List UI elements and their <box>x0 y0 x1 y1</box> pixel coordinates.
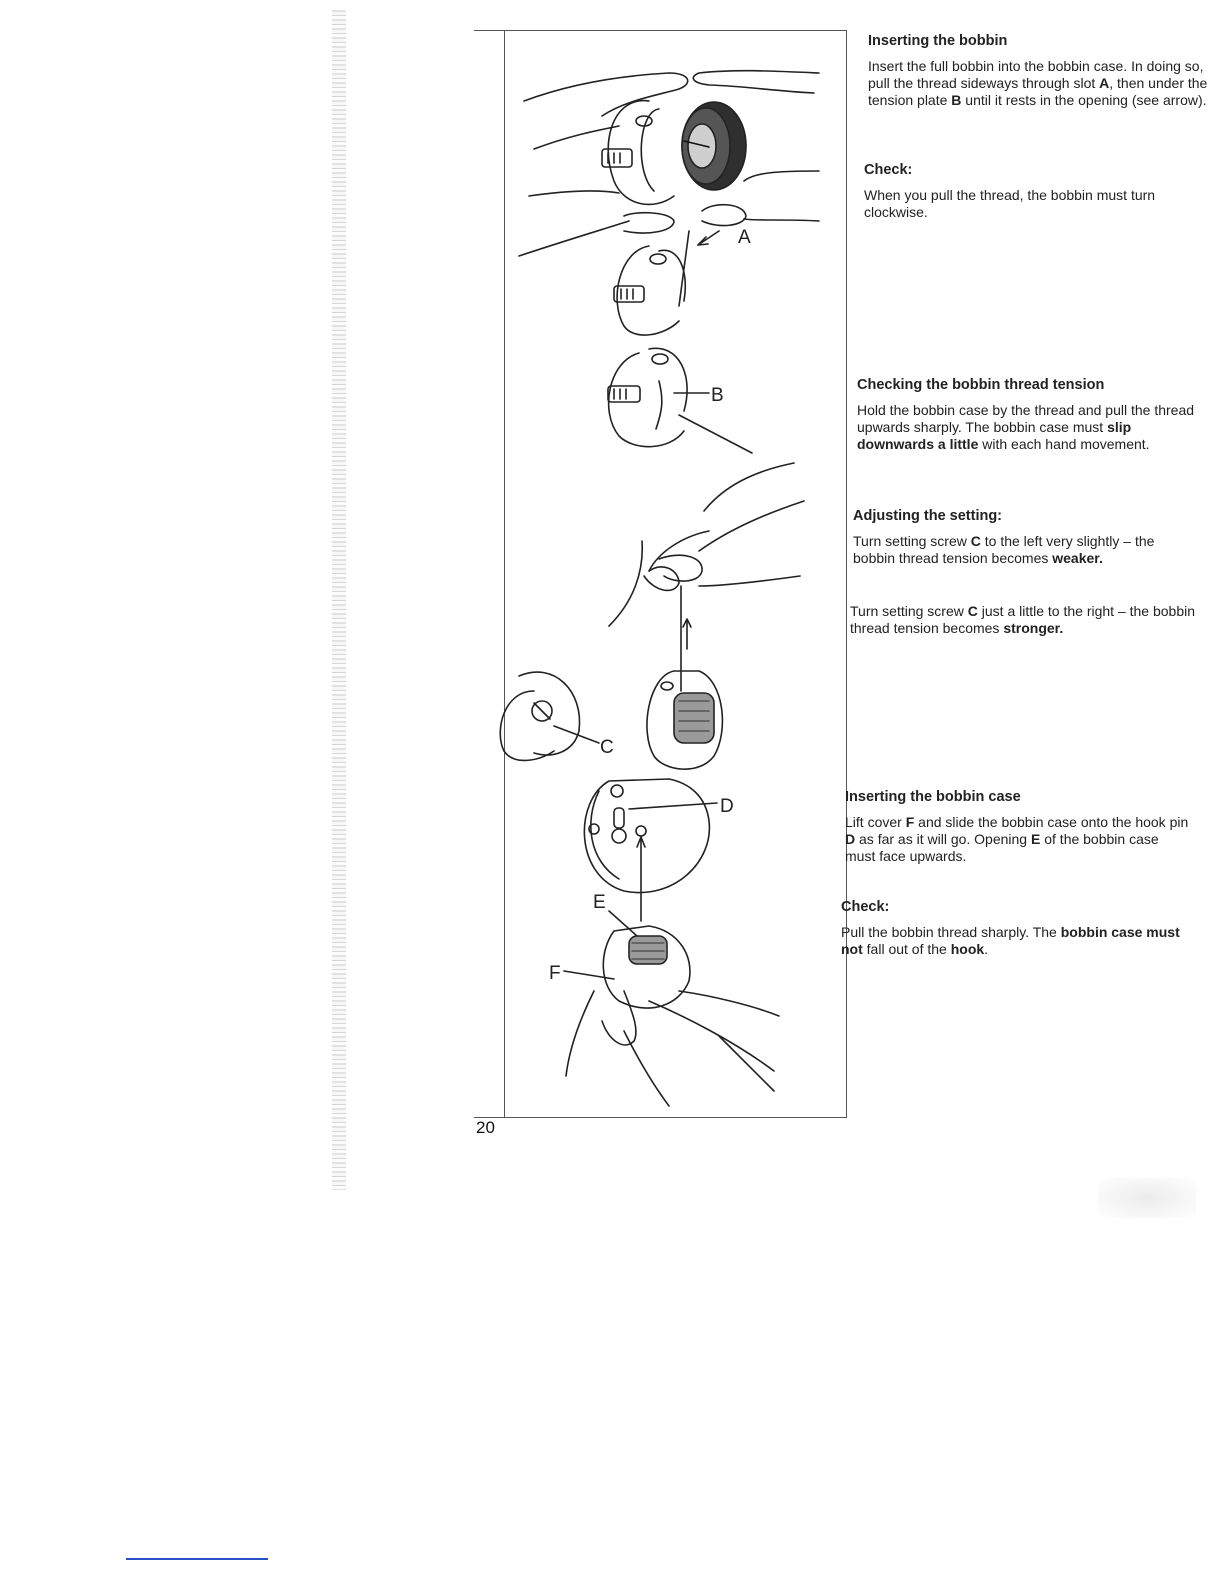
section-adjusting-stronger <box>850 603 1195 637</box>
body-text: When you pull the thread, the bobbin must turn clockwise. <box>864 187 1156 220</box>
label-c: C <box>600 737 614 758</box>
body-bold-text: slip downwards a little <box>857 419 1132 452</box>
section-body <box>864 187 1209 221</box>
body-bold-text: F <box>905 814 915 830</box>
body-bold-text: stronger. <box>1003 620 1064 636</box>
bobbin-illustration <box>474 31 846 1117</box>
body-text: to the left very slightly – the bobbin thread tension becomes <box>853 533 1155 566</box>
section-heading: Checking the bobbin thread tension <box>857 377 1105 393</box>
body-bold-text: weaker. <box>1052 550 1103 566</box>
scan-binding-edge <box>332 10 346 1190</box>
section-heading: Check: <box>841 899 890 915</box>
body-text: just a little to the right – the bobbin thread tension becomes <box>850 603 1196 636</box>
body-text: until it rests in the opening (see arrow). <box>961 92 1207 108</box>
body-text: Hold the bobbin case by the thread and pull the thread upwards sharply. The bobbin case must <box>857 402 1195 435</box>
body-text: Pull the bobbin thread sharply. The <box>841 924 1061 940</box>
section-checking-tension <box>857 377 1202 453</box>
body-text: Lift cover <box>845 814 906 830</box>
hand-pulling-thread-drawing <box>609 463 804 691</box>
section-body <box>841 924 1186 958</box>
body-text: and slide the bobbin case onto the hook pin <box>914 814 1189 830</box>
section-body <box>868 58 1213 109</box>
body-text: as far as it will go. Opening <box>855 831 1031 847</box>
label-d: D <box>720 796 734 817</box>
bobbin-case-slot-a-drawing <box>614 231 719 335</box>
body-bold-text: C <box>970 533 981 549</box>
body-text: fall out of the <box>862 941 951 957</box>
body-bold-text: hook <box>950 941 985 957</box>
body-bold-text: B <box>951 92 962 108</box>
body-text: of the bobbin case must face upwards. <box>845 831 1159 864</box>
scan-smudge <box>1098 1178 1196 1218</box>
section-heading: Adjusting the setting: <box>853 508 1003 524</box>
body-text: Insert the full bobbin into the bobbin case. In doing so, pull the thread sideways through slot <box>868 58 1204 91</box>
body-bold-text: A <box>1099 75 1110 91</box>
body-text: . <box>984 941 989 957</box>
hands-inserting-bobbin-drawing <box>519 71 819 256</box>
illustration-panel <box>474 30 847 1118</box>
label-a: A <box>738 227 751 248</box>
label-e: E <box>593 892 606 913</box>
section-inserting-bobbin <box>868 33 1213 109</box>
section-body <box>845 814 1190 865</box>
body-bold-text: E <box>1031 831 1041 847</box>
footer-underline <box>126 1558 268 1560</box>
body-text: Turn setting screw <box>850 603 968 619</box>
section-check-1 <box>864 162 1209 221</box>
section-heading: Inserting the bobbin <box>868 33 1008 49</box>
label-b: B <box>711 385 724 406</box>
body-bold-text: C <box>967 603 978 619</box>
section-body <box>850 603 1195 637</box>
section-inserting-bobbin-case <box>845 789 1190 865</box>
page-number: 20 <box>476 1118 495 1137</box>
body-text: Turn setting screw <box>853 533 971 549</box>
section-heading: Check: <box>864 162 913 178</box>
bobbin-case-plate-b-drawing <box>608 348 752 453</box>
section-heading: Inserting the bobbin case <box>845 789 1021 805</box>
section-adjusting-setting <box>853 508 1198 567</box>
section-body <box>857 402 1202 453</box>
section-body <box>853 533 1198 567</box>
hands-inserting-case-drawing <box>564 911 779 1106</box>
section-check-2 <box>841 899 1186 958</box>
label-f: F <box>549 963 561 984</box>
body-bold-text: bobbin case must not <box>841 924 1180 957</box>
body-text: , then under the tension plate <box>868 75 1208 108</box>
body-bold-text: D <box>845 831 856 847</box>
body-text: with each hand movement. <box>978 436 1150 452</box>
